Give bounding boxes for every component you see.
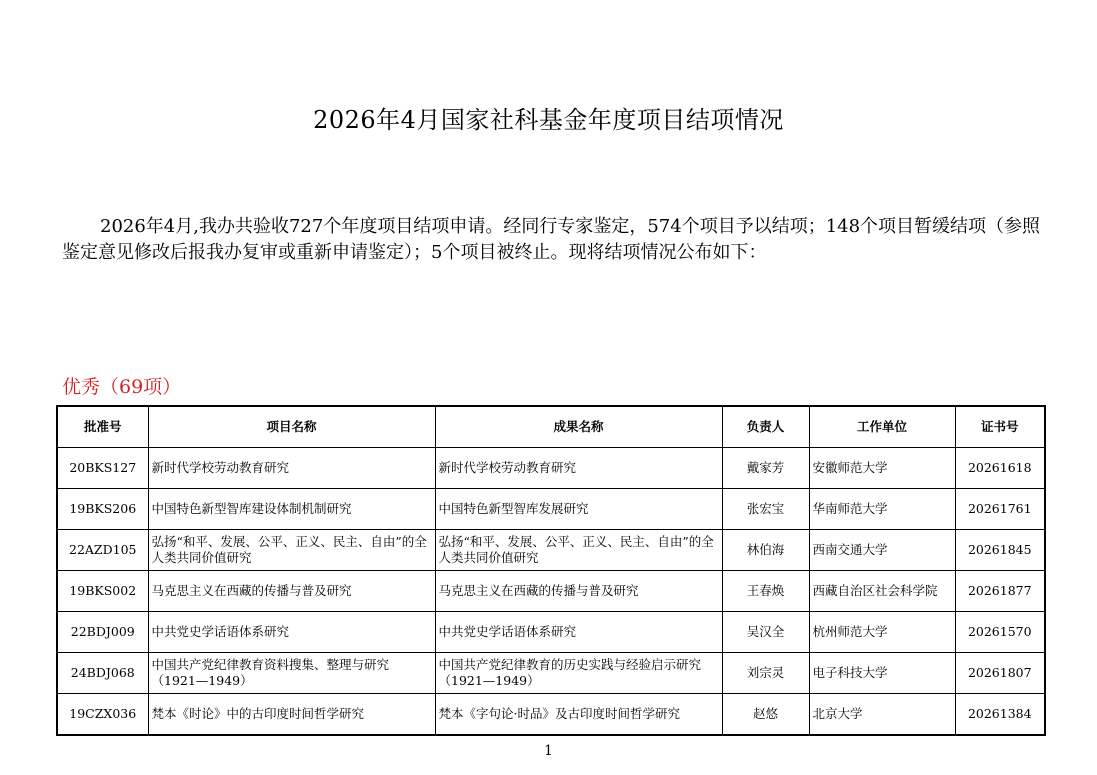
principal: 赵悠 [722,694,809,736]
approval-number: 24BDJ068 [57,653,148,694]
certificate-number: 20261845 [955,530,1045,571]
project-name: 中国共产党纪律教育资料搜集、整理与研究（1921—1949） [148,653,435,694]
approval-number: 22AZD105 [57,530,148,571]
certificate-number: 20261384 [955,694,1045,736]
project-name: 新时代学校劳动教育研究 [148,448,435,489]
result-name: 梵本《字句论·时品》及古印度时间哲学研究 [435,694,722,736]
result-name: 新时代学校劳动教育研究 [435,448,722,489]
approval-number: 22BDJ009 [57,612,148,653]
table-row [57,612,1045,653]
table-row [57,571,1045,612]
certificate-number: 20261807 [955,653,1045,694]
principal: 戴家芳 [722,448,809,489]
approval-number: 19BKS206 [57,489,148,530]
table-row [57,489,1045,530]
document-title: 2026年4月国家社科基金年度项目结项情况 [313,106,784,134]
result-name: 中国特色新型智库发展研究 [435,489,722,530]
result-name: 弘扬“和平、发展、公平、正义、民主、自由”的全人类共同价值研究 [435,530,722,571]
institution: 西南交通大学 [809,530,955,571]
institution: 杭州师范大学 [809,612,955,653]
table-row [57,448,1045,489]
header-institution: 工作单位 [809,406,955,448]
certificate-number: 20261761 [955,489,1045,530]
certificate-number: 20261877 [955,571,1045,612]
header-principal: 负责人 [722,406,809,448]
table-row [57,653,1045,694]
project-name: 梵本《时论》中的古印度时间哲学研究 [148,694,435,736]
principal: 张宏宝 [722,489,809,530]
table-row [57,530,1045,571]
intro-paragraph [62,214,1047,266]
approval-number: 20BKS127 [57,448,148,489]
institution: 电子科技大学 [809,653,955,694]
header-certificate-number: 证书号 [955,406,1045,448]
project-name: 中国特色新型智库建设体制机制研究 [148,489,435,530]
header-approval-number: 批准号 [57,406,148,448]
institution: 华南师范大学 [809,489,955,530]
page-number: 1 [544,743,553,759]
section-label-excellent: 优秀（69项） [62,376,182,398]
principal: 刘宗灵 [722,653,809,694]
institution: 西藏自治区社会科学院 [809,571,955,612]
table-header-row [57,406,1045,448]
institution: 安徽师范大学 [809,448,955,489]
principal: 吴汉全 [722,612,809,653]
results-table [56,405,1046,736]
result-name: 中共党史学话语体系研究 [435,612,722,653]
project-name: 马克思主义在西藏的传播与普及研究 [148,571,435,612]
principal: 王春焕 [722,571,809,612]
project-name: 中共党史学话语体系研究 [148,612,435,653]
result-name: 中国共产党纪律教育的历史实践与经验启示研究（1921—1949） [435,653,722,694]
header-project-name: 项目名称 [148,406,435,448]
institution: 北京大学 [809,694,955,736]
approval-number: 19BKS002 [57,571,148,612]
result-name: 马克思主义在西藏的传播与普及研究 [435,571,722,612]
intro-text: 2026年4月,我办共验收727个年度项目结项申请。经同行专家鉴定，574个项目予以结项；148个项目暂缓结项（参照鉴定意见修改后报我办复审或重新申请鉴定）；5个项目被终止。现将结项情况公布如下： [62,216,1041,263]
header-result-name: 成果名称 [435,406,722,448]
project-name: 弘扬“和平、发展、公平、正义、民主、自由”的全人类共同价值研究 [148,530,435,571]
principal: 林伯海 [722,530,809,571]
certificate-number: 20261570 [955,612,1045,653]
certificate-number: 20261618 [955,448,1045,489]
approval-number: 19CZX036 [57,694,148,736]
table-row [57,694,1045,736]
